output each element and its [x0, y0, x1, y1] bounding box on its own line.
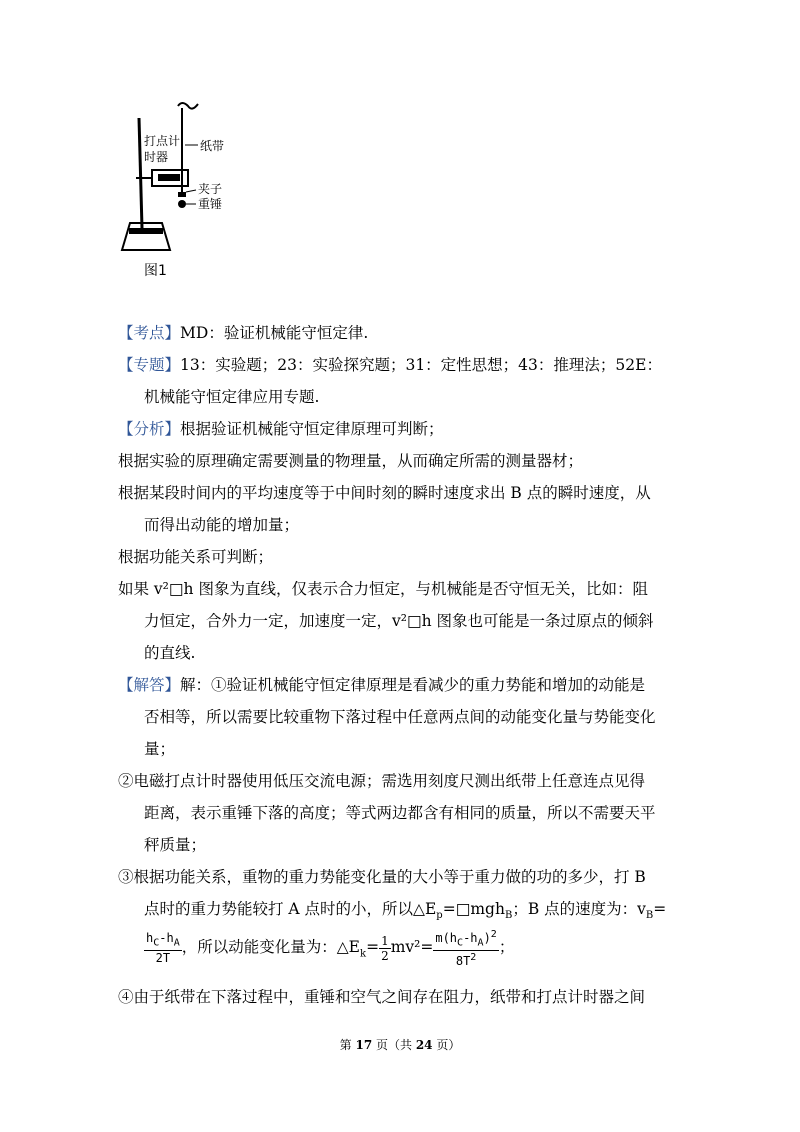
apparatus-diagram [112, 100, 232, 260]
jieda-line-9 [144, 928, 514, 970]
page-footer [0, 1036, 800, 1053]
stand-base [122, 223, 170, 250]
zhuanti-tag: 【专题】 [118, 356, 181, 374]
fenxi-line-3: 根据某段时间内的平均速度等于中间时刻的瞬时速度求出 B 点的瞬时速度，从 [118, 484, 651, 502]
jieda-line-7: ③根据功能关系，重物的重力势能变化量的大小等于重力做的功的多少，打 B [118, 868, 646, 886]
fenxi-line-1 [118, 418, 444, 440]
half-fraction [379, 934, 391, 963]
half-den: 2 [381, 948, 389, 963]
frac2-den: 8T [455, 954, 471, 969]
sub-B: B [504, 910, 513, 922]
jieda-text-1: 解：①验证机械能守恒定律原理是看减少的重力势能和增加的动能是 [180, 676, 646, 694]
sub-p: p [436, 910, 443, 922]
line8-text-b: =□mgh [442, 900, 505, 918]
line9-text-d: ； [498, 938, 515, 957]
line9-text-b: = [366, 938, 380, 957]
fenxi-line-6: 如果 v²□h 图象为直线，仅表示合力恒定，与机械能是否守恒无关，比如：阻 [118, 580, 648, 598]
weight-label: 重锤 [198, 197, 223, 211]
frac1-den: 2T [155, 951, 171, 966]
frac2-sub-c: C [457, 937, 464, 949]
stand-rod [139, 118, 142, 228]
figure-caption: 图1 [144, 263, 167, 279]
kaodian-text: MD：验证机械能守恒定律. [180, 324, 369, 342]
line9-text-a: ，所以动能变化量为：△E [181, 938, 360, 957]
frac2-num-start: m(h [435, 931, 458, 945]
frac2-num-end: ) [483, 931, 491, 945]
line9-text-c: mv²= [390, 938, 434, 957]
sub-vB: B [645, 910, 654, 922]
kaodian-tag: 【考点】 [118, 324, 181, 342]
sub-k: k [360, 948, 367, 960]
zhuanti-line-1 [118, 354, 662, 376]
frac2-num-mid: -h [463, 931, 478, 945]
jieda-line-2: 否相等，所以需要比较重物下落过程中任意两点间的动能变化量与势能变化 [144, 708, 656, 726]
frac2-den-sup: 2 [470, 952, 477, 964]
footer-mid: 页（共 [372, 1038, 416, 1052]
jieda-line-8 [144, 898, 666, 927]
energy-fraction [433, 928, 498, 968]
fenxi-text-1: 根据验证机械能守恒定律原理可判断； [180, 420, 444, 438]
fenxi-line-2: 根据实验的原理确定需要测量的物理量，从而确定所需的测量器材； [118, 452, 584, 470]
timer-core [158, 174, 180, 181]
jieda-line-10: ④由于纸带在下落过程中，重锤和空气之间存在阻力，纸带和打点计时器之间 [118, 988, 646, 1006]
zhuanti-text-1: 13：实验题；23：实验探究题；31：定性思想；43：推理法；52E： [180, 356, 662, 374]
frac1-sub-a: A [173, 937, 180, 949]
fenxi-line-7: 力恒定，合外力一定，加速度一定，v²□h 图象也可能是一条过原点的倾斜 [144, 612, 654, 630]
apparatus-figure [112, 100, 232, 280]
clip-label-line [186, 190, 196, 192]
tape-label: 纸带 [200, 139, 225, 153]
frac1-sub-c: C [153, 937, 160, 949]
jieda-tag: 【解答】 [118, 676, 181, 694]
clip [178, 192, 186, 197]
footer-suffix: 页） [432, 1038, 461, 1052]
line8-text-a: 点时的重力势能较打 A 点时的小，所以△E [144, 900, 437, 918]
footer-total-pages: 24 [415, 1038, 433, 1052]
velocity-fraction [144, 931, 182, 965]
jieda-line-1 [118, 674, 645, 696]
weight [178, 200, 186, 208]
fenxi-line-4: 而得出动能的增加量； [144, 516, 300, 534]
frac1-num-h: h [146, 931, 154, 945]
jieda-line-4: ②电磁打点计时器使用低压交流电源；需选用刻度尺测出纸带上任意连点见得 [118, 772, 646, 790]
stand-foot [129, 228, 163, 234]
frac2-sup: 2 [490, 929, 497, 940]
timer-label-2: 时器 [144, 150, 169, 164]
line8-text-c: ；B 点的速度为：v [512, 900, 646, 918]
frac1-num-mid: -h [159, 931, 174, 945]
footer-prefix: 第 [339, 1038, 356, 1052]
fenxi-line-5: 根据功能关系可判断； [118, 548, 274, 566]
frac2-sub-a: A [477, 937, 484, 949]
jieda-line-6: 秤质量； [144, 836, 207, 854]
line8-text-d: = [653, 900, 667, 918]
half-num: 1 [381, 933, 389, 948]
clip-label: 夹子 [198, 182, 223, 196]
fenxi-line-8: 的直线. [144, 644, 196, 662]
zhuanti-line-2: 机械能守恒定律应用专题. [144, 388, 320, 406]
timer-label-1: 打点计 [144, 134, 181, 148]
jieda-line-5: 距离，表示重锤下落的高度；等式两边都含有相同的质量，所以不需要天平 [144, 804, 656, 822]
footer-page-number: 17 [355, 1038, 373, 1052]
tape-top [178, 103, 198, 109]
kaodian-line [118, 322, 368, 344]
jieda-line-3: 量； [144, 740, 176, 758]
fenxi-tag: 【分析】 [118, 420, 181, 438]
